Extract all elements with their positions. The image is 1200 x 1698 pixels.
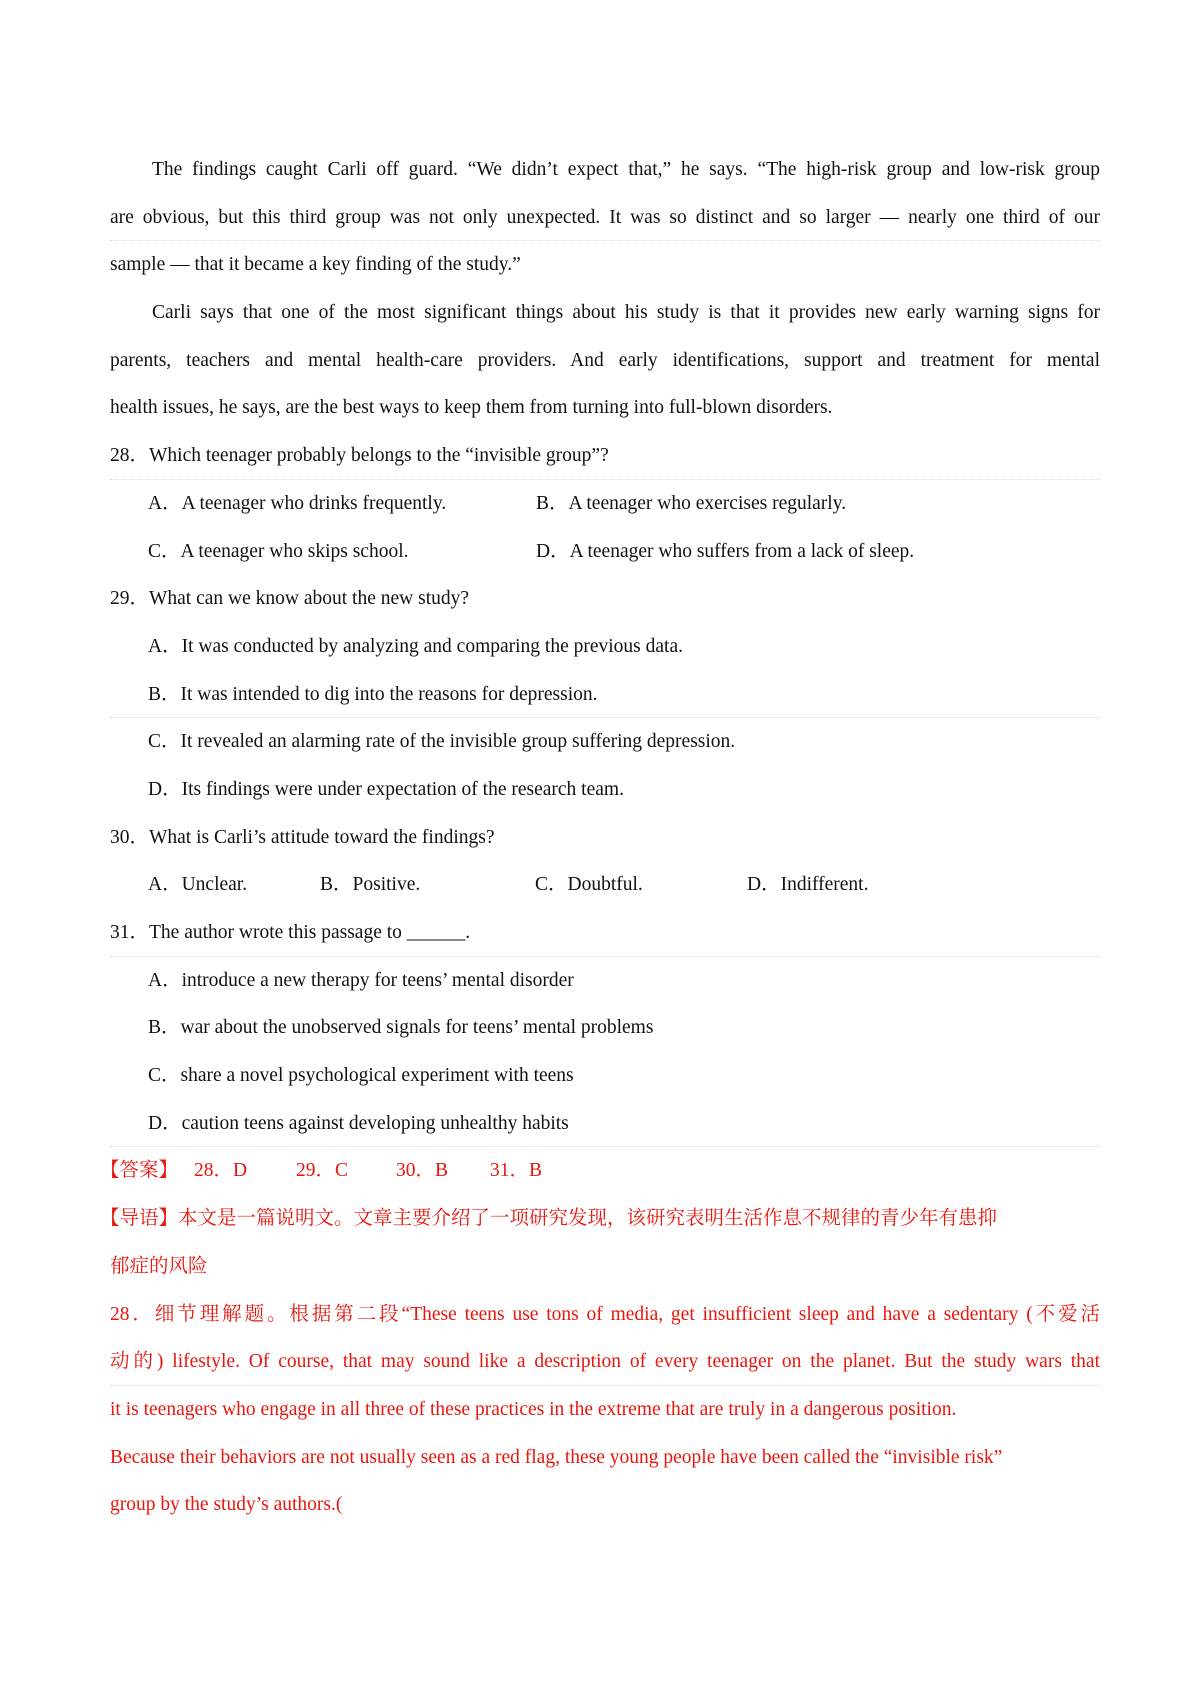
question-text: 28．Which teenager probably belongs to the “invisible group”? (110, 445, 609, 467)
passage-text: are obvious, but this third group was not only unexpected. It was so distinct and so larger — nearly one third of our (110, 206, 1100, 228)
passage-text: health issues, he says, are the best ways to keep them from turning into full-blown disorders. (110, 397, 833, 419)
option-30-b[interactable]: B．Positive. (320, 874, 421, 896)
explanation-line (110, 1434, 1100, 1482)
question-29-option-a-row (110, 623, 1100, 671)
explanation-line (110, 1338, 1100, 1386)
option-29-a[interactable]: A．It was conducted by analyzing and comparing the previous data. (148, 635, 684, 657)
option-29-b[interactable]: B．It was intended to dig into the reasons for depression. (148, 683, 598, 705)
question-text: 30．What is Carli’s attitude toward the findings? (110, 826, 495, 848)
answer-key (100, 1147, 1100, 1195)
answer-31: 31．B (490, 1160, 543, 1182)
guide-label: 【导语】 (100, 1208, 179, 1230)
question-31-option-d-row (110, 1100, 1100, 1148)
explanation-text: 28．细节理解题。根据第二段“These teens use tons of media, get insufficient sleep and have a sedentary (不爱活 (110, 1303, 1100, 1325)
question-28-stem (110, 432, 1100, 480)
option-29-d[interactable]: D．Its findings were under expectation of the research team. (148, 778, 624, 800)
question-text: 29．What can we know about the new study? (110, 588, 470, 610)
question-31-option-b-row (110, 1004, 1100, 1052)
explanation-text: group by the study’s authors.( (110, 1494, 343, 1516)
passage-line (110, 194, 1100, 242)
option-29-c[interactable]: C．It revealed an alarming rate of the invisible group suffering depression. (148, 731, 736, 753)
guide-text: 本文是一篇说明文。文章主要介绍了一项研究发现，该研究表明生活作息不规律的青少年有患抑 (178, 1208, 998, 1230)
option-30-d[interactable]: D．Indifferent. (747, 874, 869, 896)
answer-28: 28．D (194, 1160, 248, 1182)
question-29-option-b-row (110, 671, 1100, 719)
option-30-a[interactable]: A．Unclear. (148, 874, 248, 896)
question-29-option-c-row (110, 718, 1100, 766)
guide-line-2 (110, 1243, 1100, 1291)
option-30-c[interactable]: C．Doubtful. (535, 874, 643, 896)
passage-line (110, 289, 1100, 337)
question-29-stem (110, 575, 1100, 623)
option-31-a[interactable]: A．introduce a new therapy for teens’ mental disorder (148, 969, 574, 991)
question-28-options-row-2 (110, 528, 1100, 576)
question-31-option-a-row (110, 957, 1100, 1005)
passage-text: parents, teachers and mental health-care providers. And early identifications, support and treatment for mental (110, 349, 1100, 371)
option-28-b[interactable]: B．A teenager who exercises regularly. (536, 492, 847, 514)
option-31-d[interactable]: D．caution teens against developing unhealthy habits (148, 1112, 569, 1134)
question-28-options-row-1 (110, 480, 1100, 528)
explanation-line (110, 1481, 1100, 1529)
question-31-option-c-row (110, 1052, 1100, 1100)
option-28-a[interactable]: A．A teenager who drinks frequently. (148, 492, 447, 514)
explanation-line (110, 1291, 1100, 1339)
passage-line (110, 241, 1100, 289)
option-31-c[interactable]: C．share a novel psychological experiment with teens (148, 1065, 574, 1087)
explanation-text: it is teenagers who engage in all three of these practices in the extreme that are truly in a dangerous position. (110, 1398, 957, 1420)
guide-text: 郁症的风险 (110, 1255, 208, 1277)
question-30-stem (110, 814, 1100, 862)
passage-text: sample — that it became a key finding of the study.” (110, 254, 521, 276)
passage-text: Carli says that one of the most significant things about his study is that it provides new early warning signs for (152, 302, 1100, 324)
answer-30: 30．B (396, 1160, 449, 1182)
answer-label: 【答案】 (100, 1160, 179, 1182)
passage-line (110, 384, 1100, 432)
guide-line-1 (100, 1195, 1100, 1243)
answer-29: 29．C (296, 1160, 349, 1182)
document-body (100, 146, 1100, 1529)
question-30-options-row (110, 861, 1100, 909)
option-31-b[interactable]: B．war about the unobserved signals for teens’ mental problems (148, 1017, 654, 1039)
passage-line (110, 146, 1100, 194)
explanation-text: 动的) lifestyle. Of course, that may sound like a description of every teenager on the planet. But the study wars that (110, 1351, 1100, 1373)
question-text: 31．The author wrote this passage to ______. (110, 922, 471, 943)
passage-line (110, 337, 1100, 385)
explanation-text: Because their behaviors are not usually seen as a red flag, these young people have been called the “invisible risk” (110, 1446, 1003, 1468)
explanation-line (110, 1386, 1100, 1434)
question-29-option-d-row (110, 766, 1100, 814)
passage-text: The findings caught Carli off guard. “We didn’t expect that,” he says. “The high-risk group and low-risk group (152, 159, 1100, 180)
option-28-d[interactable]: D．A teenager who suffers from a lack of sleep. (536, 540, 915, 562)
option-28-c[interactable]: C．A teenager who skips school. (148, 540, 409, 562)
question-31-stem (110, 909, 1100, 957)
